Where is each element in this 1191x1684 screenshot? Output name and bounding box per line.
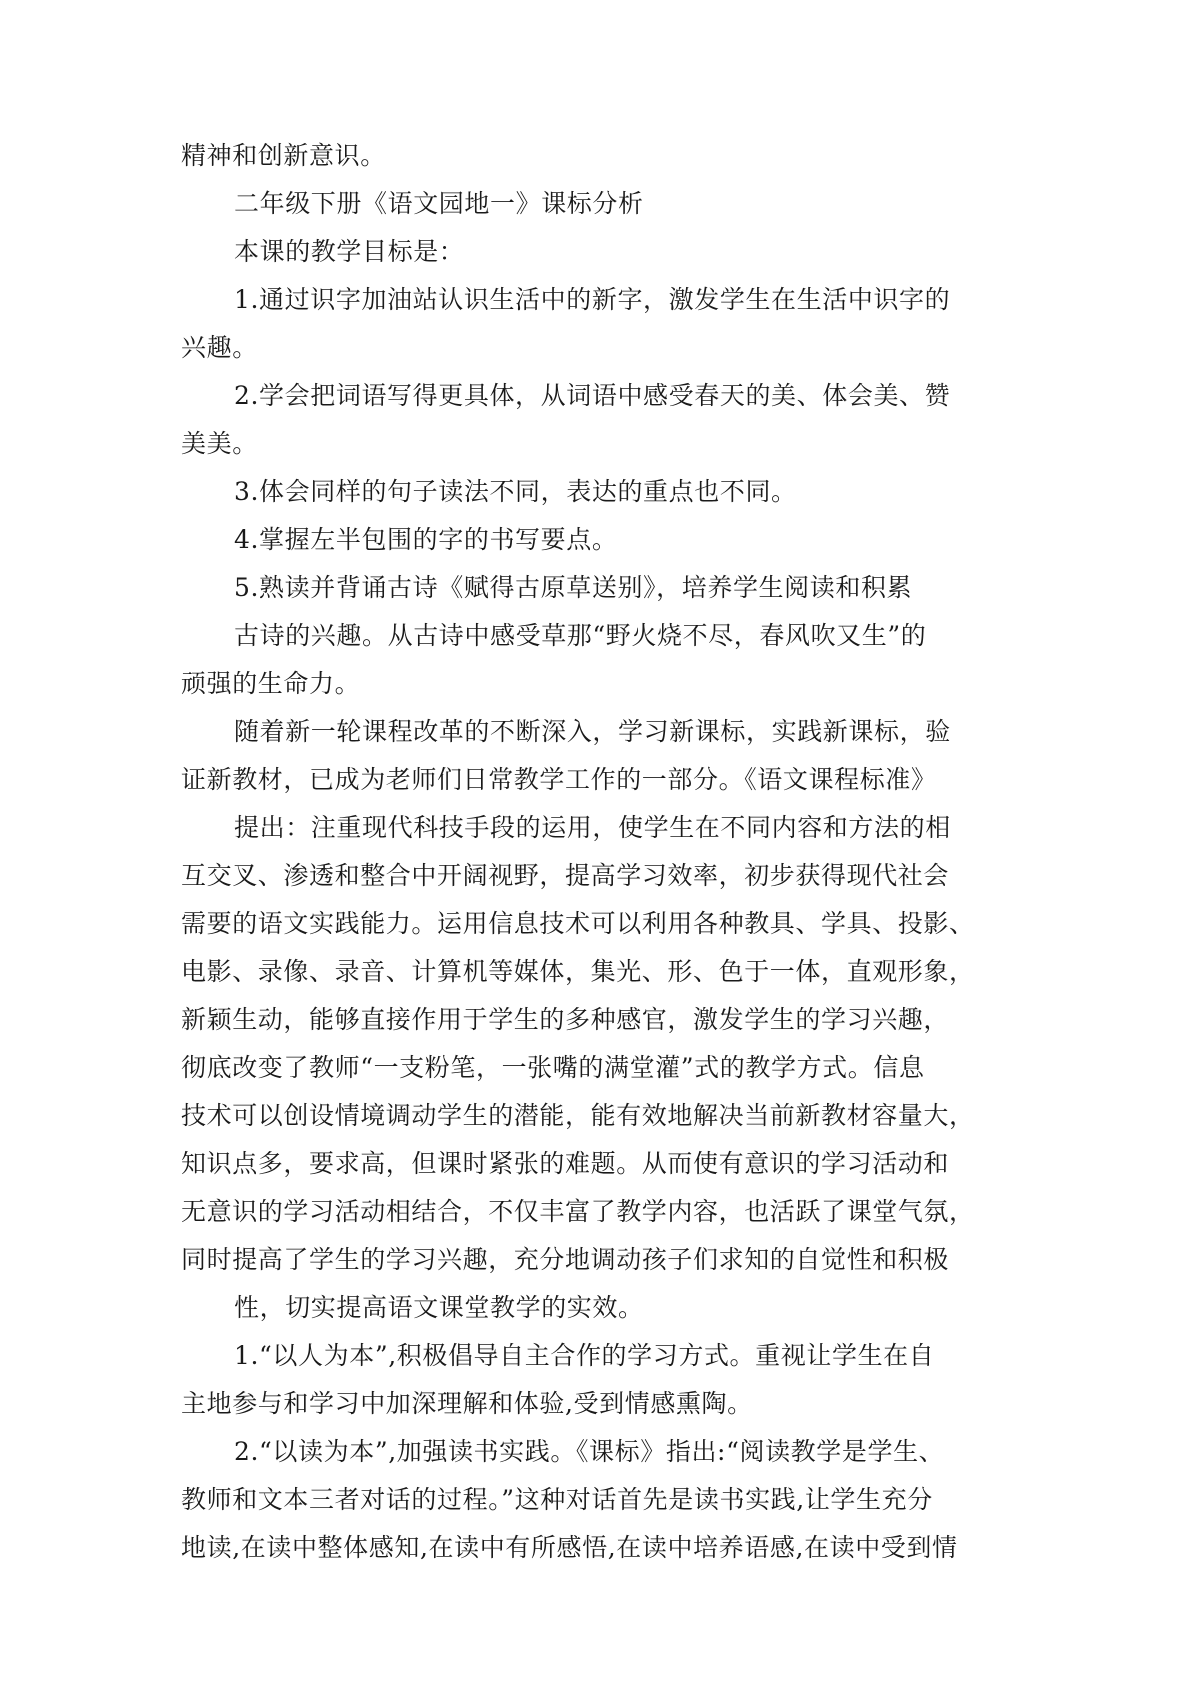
- text-line: 本课的教学目标是：: [234, 237, 465, 266]
- text-line: 1.通过识字加油站认识生活中的新字，激发学生在生活中识字的: [234, 285, 951, 314]
- text-line: 主地参与和学习中加深理解和体验,受到情感熏陶。: [181, 1389, 753, 1418]
- text-line: 性，切实提高语文课堂教学的实效。: [234, 1293, 644, 1322]
- text-line: 随着新一轮课程改革的不断深入，学习新课标，实践新课标，验: [234, 717, 951, 746]
- text-line: 顽强的生命力。: [181, 669, 361, 698]
- text-line: 提出：注重现代科技手段的运用，使学生在不同内容和方法的相: [234, 813, 951, 842]
- text-line: 美美。: [181, 429, 258, 458]
- text-line: 无意识的学习活动相结合，不仅丰富了教学内容，也活跃了课堂气氛，: [181, 1197, 975, 1226]
- text-line: 知识点多，要求高，但课时紧张的难题。从而使有意识的学习活动和: [181, 1149, 950, 1178]
- text-line: 2.学会把词语写得更具体，从词语中感受春天的美、体会美、赞: [234, 381, 951, 410]
- text-line: 证新教材，已成为老师们日常教学工作的一部分。《语文课程标准》: [181, 765, 937, 794]
- text-line: 同时提高了学生的学习兴趣，充分地调动孩子们求知的自觉性和积极: [181, 1245, 950, 1274]
- text-line: 古诗的兴趣。从古诗中感受草那“野火烧不尽，春风吹又生”的: [234, 621, 927, 650]
- text-line: 彻底改变了教师“一支粉笔，一张嘴的满堂灌”式的教学方式。信息: [181, 1053, 925, 1082]
- text-line: 电影、录像、录音、计算机等媒体，集光、形、色于一体，直观形象，: [181, 957, 975, 986]
- text-line: 技术可以创设情境调动学生的潜能，能有效地解决当前新教材容量大，: [181, 1101, 975, 1130]
- text-line: 3.体会同样的句子读法不同，表达的重点也不同。: [234, 477, 797, 506]
- text-line: 地读,在读中整体感知,在读中有所感悟,在读中培养语感,在读中受到情: [181, 1533, 958, 1562]
- text-line: 4.掌握左半包围的字的书写要点。: [234, 525, 618, 554]
- section-heading: 二年级下册《语文园地一》课标分析: [234, 189, 644, 218]
- text-line: 5.熟读并背诵古诗《赋得古原草送别》，培养学生阅读和积累: [234, 573, 913, 602]
- text-line: 新颖生动，能够直接作用于学生的多种感官，激发学生的学习兴趣，: [181, 1005, 950, 1034]
- text-line: 1.“以人为本”,积极倡导自主合作的学习方式。重视让学生在自: [234, 1341, 935, 1370]
- text-line: 2.“以读为本”,加强读书实践。《课标》指出:“阅读教学是学生、: [234, 1437, 945, 1466]
- text-line: 需要的语文实践能力。运用信息技术可以利用各种教具、学具、投影、: [181, 909, 975, 938]
- text-line: 精神和创新意识。: [181, 141, 386, 170]
- text-line: 兴趣。: [181, 333, 258, 362]
- text-line: 教师和文本三者对话的过程。”这种对话首先是读书实践,让学生充分: [181, 1485, 933, 1514]
- text-line: 互交叉、渗透和整合中开阔视野，提高学习效率，初步获得现代社会: [181, 861, 950, 890]
